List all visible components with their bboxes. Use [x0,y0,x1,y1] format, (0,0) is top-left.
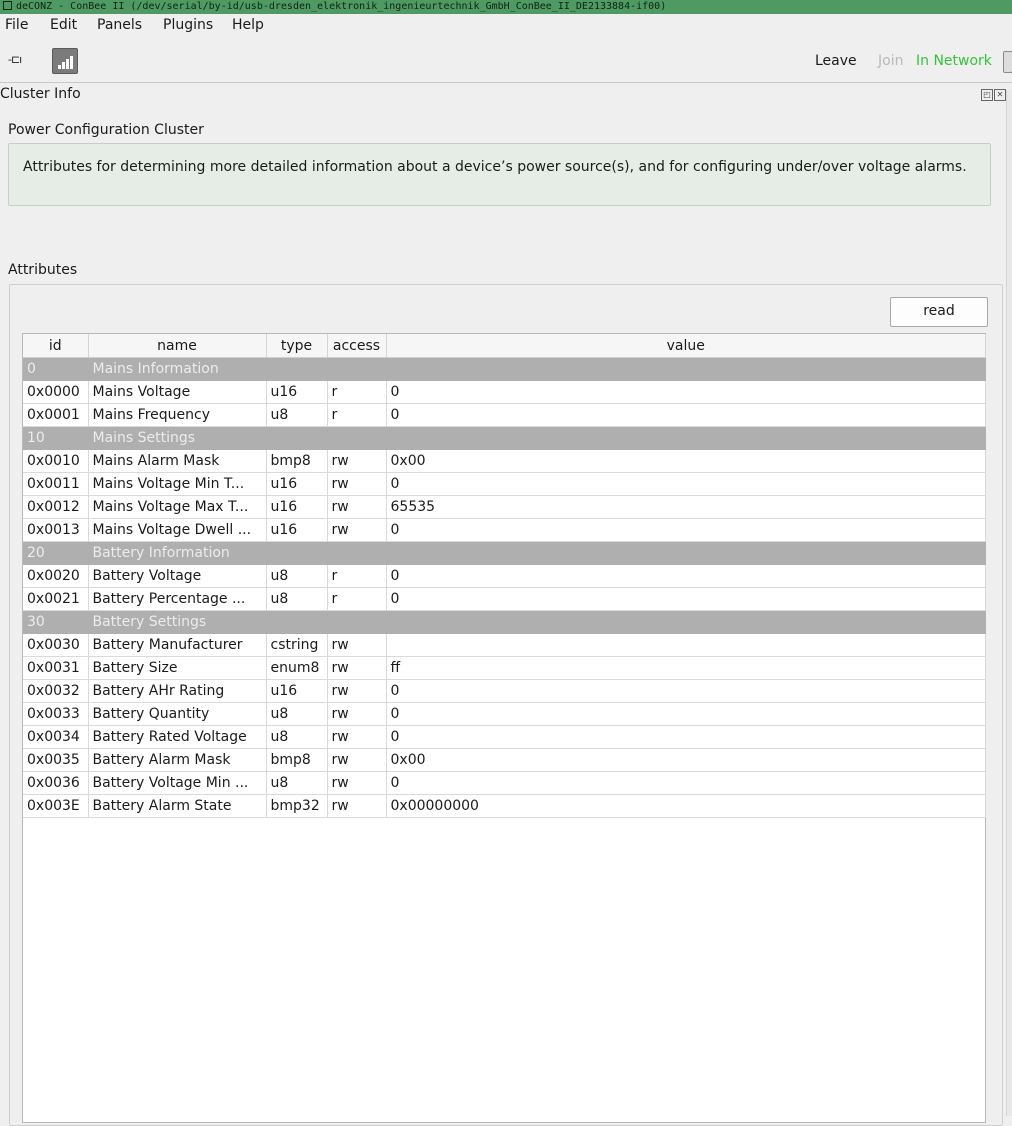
cell-type: u8 [266,726,327,749]
cell-id: 0x0011 [23,473,88,496]
cell-access: rw [327,634,386,657]
cell-access: rw [327,795,386,818]
cell-access: rw [327,450,386,473]
table-row[interactable] [23,519,986,542]
cell-name: Battery Voltage Min ... [88,772,266,795]
toolbar [0,37,1012,83]
cell-type: enum8 [266,657,327,680]
cell-id: 0x0001 [23,404,88,427]
float-icon[interactable]: ◰ [981,89,993,101]
table-body [23,358,986,818]
cell-access: rw [327,703,386,726]
cell-value: 0x00 [386,749,986,772]
cell-value [386,634,986,657]
table-row[interactable] [23,496,986,519]
group-row[interactable] [23,542,986,565]
cell-id: 0x0032 [23,680,88,703]
cell-id: 0x0030 [23,634,88,657]
group-empty-cell [327,611,386,634]
cell-name: Battery Rated Voltage [88,726,266,749]
cell-type: u16 [266,519,327,542]
group-row[interactable] [23,358,986,381]
cell-id: 0x0012 [23,496,88,519]
cell-value: 0 [386,703,986,726]
menu-plugins[interactable]: Plugins [163,17,214,33]
menu-file[interactable]: File [5,17,29,33]
cell-value: 0 [386,772,986,795]
attributes-table[interactable] [22,333,986,1123]
network-status: In Network [916,53,992,69]
cell-id: 0x003E [23,795,88,818]
table-row[interactable] [23,473,986,496]
cell-name: Battery Voltage [88,565,266,588]
cell-type: u8 [266,565,327,588]
menu-help[interactable]: Help [232,17,264,33]
group-id: 0 [23,358,88,381]
cell-access: rw [327,496,386,519]
cell-name: Battery Alarm Mask [88,749,266,772]
cell-id: 0x0034 [23,726,88,749]
cell-name: Mains Alarm Mask [88,450,266,473]
dock-title: Cluster Info [0,86,81,102]
cell-type: u8 [266,588,327,611]
cell-value: 0x00000000 [386,795,986,818]
table-row[interactable] [23,634,986,657]
cell-name: Battery Alarm State [88,795,266,818]
cell-access: rw [327,519,386,542]
group-empty-cell [386,611,986,634]
cell-access: rw [327,657,386,680]
cell-type: cstring [266,634,327,657]
leave-button[interactable]: Leave [815,53,857,69]
group-id: 20 [23,542,88,565]
cell-id: 0x0010 [23,450,88,473]
cluster-description: Attributes for determining more detailed information about a device’s power source(s), and for configuring under/over voltage alarms. [8,143,991,206]
read-button[interactable]: read [890,297,988,327]
cell-type: u8 [266,404,327,427]
cell-value: 0 [386,680,986,703]
group-row[interactable] [23,611,986,634]
table-row[interactable] [23,680,986,703]
close-icon[interactable]: ✕ [994,89,1006,101]
table-row[interactable] [23,450,986,473]
group-empty-cell [266,358,327,381]
window-title-bar[interactable] [0,0,1012,15]
group-empty-cell [327,358,386,381]
cell-type: u16 [266,496,327,519]
column-header-access[interactable]: access [327,334,386,358]
cell-name: Battery Percentage ... [88,588,266,611]
cell-id: 0x0035 [23,749,88,772]
group-empty-cell [266,427,327,450]
cell-type: u16 [266,381,327,404]
cell-type: bmp8 [266,749,327,772]
cell-type: u8 [266,772,327,795]
attributes-label: Attributes [8,262,78,278]
cell-type: u8 [266,703,327,726]
table-row[interactable] [23,404,986,427]
cell-name: Mains Voltage Dwell ... [88,519,266,542]
cell-name: Mains Voltage Min T... [88,473,266,496]
menu-edit[interactable]: Edit [50,17,78,33]
cell-value: 65535 [386,496,986,519]
group-empty-cell [386,427,986,450]
table-row[interactable] [23,657,986,680]
window-title: deCONZ - ConBee II (/dev/serial/by-id/usb-dresden_elektronik_ingenieurtechnik_GmbH_ConBee_II_DE2133884-if00) [16,1,667,12]
cell-access: r [327,565,386,588]
group-empty-cell [386,358,986,381]
cell-id: 0x0021 [23,588,88,611]
cell-access: r [327,588,386,611]
cell-access: rw [327,772,386,795]
group-id: 10 [23,427,88,450]
cell-value: 0 [386,381,986,404]
table-row[interactable] [23,703,986,726]
group-row[interactable] [23,427,986,450]
cell-access: rw [327,726,386,749]
table-row[interactable] [23,588,986,611]
cell-id: 0x0000 [23,381,88,404]
cell-value: 0 [386,473,986,496]
cell-access: r [327,404,386,427]
table-row[interactable] [23,795,986,818]
cell-name: Battery Size [88,657,266,680]
dock-buttons [980,89,1006,101]
group-name: Mains Information [88,358,266,381]
table-row[interactable] [23,381,986,404]
join-button[interactable]: Join [878,53,904,69]
table-row[interactable] [23,749,986,772]
cell-type: bmp8 [266,450,327,473]
cell-access: r [327,381,386,404]
cell-name: Mains Voltage Max T... [88,496,266,519]
table-header [23,334,986,358]
cluster-name: Power Configuration Cluster [8,122,204,138]
group-name: Battery Settings [88,611,266,634]
column-header-type[interactable]: type [266,334,327,358]
cell-name: Battery Quantity [88,703,266,726]
group-empty-cell [327,542,386,565]
cell-type: u16 [266,473,327,496]
signal-strength-icon[interactable] [52,48,78,74]
menu-panels[interactable]: Panels [97,17,143,33]
cell-id: 0x0031 [23,657,88,680]
table-row[interactable] [23,726,986,749]
column-header-id[interactable]: id [23,334,88,358]
cell-access: rw [327,749,386,772]
window-icon [3,1,12,10]
cell-value: 0 [386,726,986,749]
group-name: Mains Settings [88,427,266,450]
group-empty-cell [266,542,327,565]
table-row[interactable] [23,772,986,795]
column-header-value[interactable]: value [386,334,986,358]
cell-value: ff [386,657,986,680]
group-name: Battery Information [88,542,266,565]
group-empty-cell [266,611,327,634]
cell-id: 0x0013 [23,519,88,542]
menu-bar [0,14,1012,36]
cell-name: Battery Manufacturer [88,634,266,657]
cell-type: u16 [266,680,327,703]
dock-resize-edge[interactable] [1006,90,1012,1116]
plug-icon[interactable]: -⊏ı [8,53,22,66]
cell-access: rw [327,473,386,496]
group-id: 30 [23,611,88,634]
cell-name: Mains Voltage [88,381,266,404]
cell-id: 0x0033 [23,703,88,726]
cell-name: Battery AHr Rating [88,680,266,703]
cell-id: 0x0036 [23,772,88,795]
cell-value: 0 [386,565,986,588]
cell-access: rw [327,680,386,703]
cell-type: bmp32 [266,795,327,818]
cell-value: 0 [386,404,986,427]
cell-value: 0 [386,588,986,611]
column-header-name[interactable]: name [88,334,266,358]
group-empty-cell [327,427,386,450]
cell-value: 0 [386,519,986,542]
table-row[interactable] [23,565,986,588]
group-empty-cell [386,542,986,565]
network-toggle[interactable] [1003,51,1012,73]
cell-id: 0x0020 [23,565,88,588]
cell-name: Mains Frequency [88,404,266,427]
cell-value: 0x00 [386,450,986,473]
